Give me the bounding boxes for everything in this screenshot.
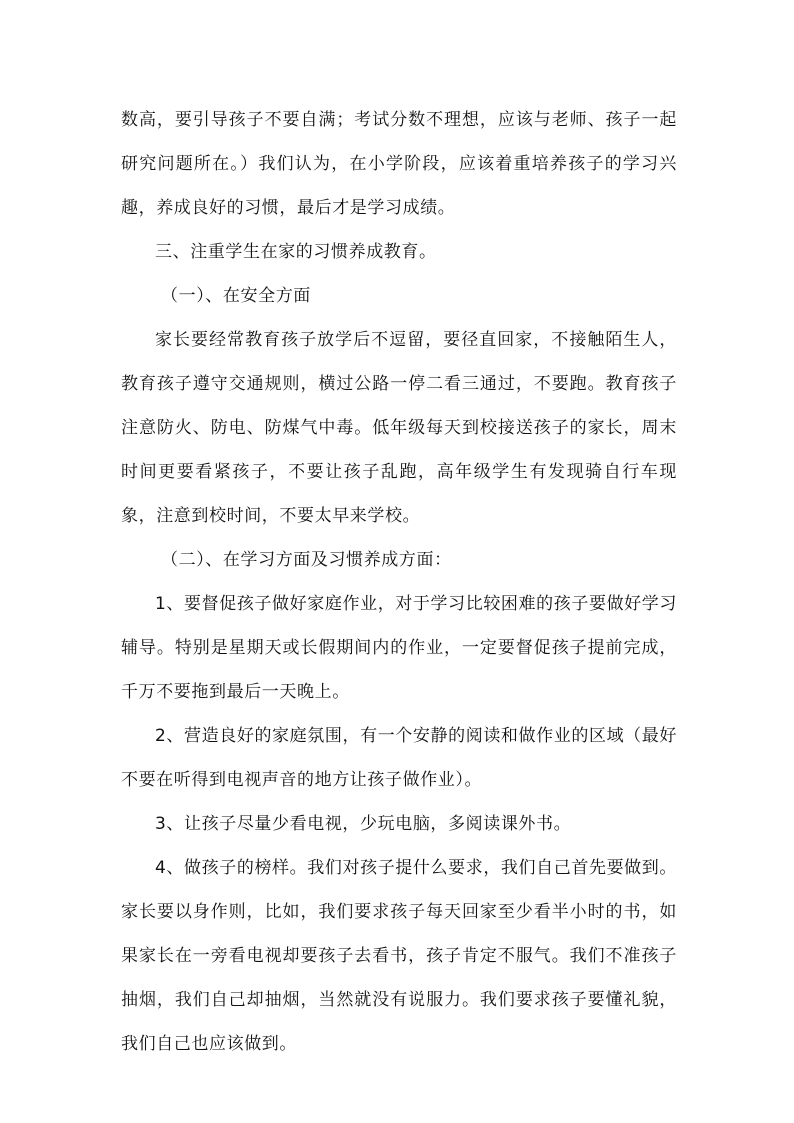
list-item-3: 3、让孩子尽量少看电视，少玩电脑，多阅读课外书。 [155, 814, 572, 834]
paragraph-safety: 家长要经常教育孩子放学后不逗留，要径直回家，不接触陌生人，教育孩子遵守交通规则，横过公路一停二看三通过，不要跑。教育孩子注意防火、防电、防煤气中毒。低年级每天到校接送孩子的家长，周末时间更要看紧孩子，不要让孩子乱跑，高年级学生有发现骑自行车现象，注意到校时间，不要太早来学校。 [121, 330, 677, 526]
paragraph-continuation: 数高，要引导孩子不要自满；考试分数不理想，应该与老师、孩子一起研究问题所在。）我们认为，在小学阶段，应该着重培养孩子的学习兴趣，养成良好的习惯，最后才是学习成绩。 [121, 110, 677, 218]
section-heading-3: 三、注重学生在家的习惯养成教育。 [155, 242, 437, 262]
subsection-heading-safety: （一）、在安全方面 [161, 286, 311, 306]
list-item-1: 1、要督促孩子做好家庭作业，对于学习比较困难的孩子要做好学习辅导。特别是星期天或长假期间内的作业，一定要督促孩子提前完成，千万不要拖到最后一天晚上。 [121, 594, 677, 702]
document-body [121, 98, 677, 1066]
list-item-2: 2、营造良好的家庭氛围，有一个安静的阅读和做作业的区域（最好不要在听得到电视声音的地方让孩子做作业）。 [121, 726, 677, 790]
subsection-heading-study: （二）、在学习方面及习惯养成方面： [161, 550, 452, 570]
list-item-4: 4、做孩子的榜样。我们对孩子提什么要求，我们自己首先要做到。家长要以身作则，比如，我们要求孩子每天回家至少看半小时的书，如果家长在一旁看电视却要孩子去看书，孩子肯定不服气。我们不准孩子抽烟，我们自己却抽烟，当然就没有说服力。我们要求孩子要懂礼貌，我们自己也应该做到。 [121, 858, 677, 1054]
